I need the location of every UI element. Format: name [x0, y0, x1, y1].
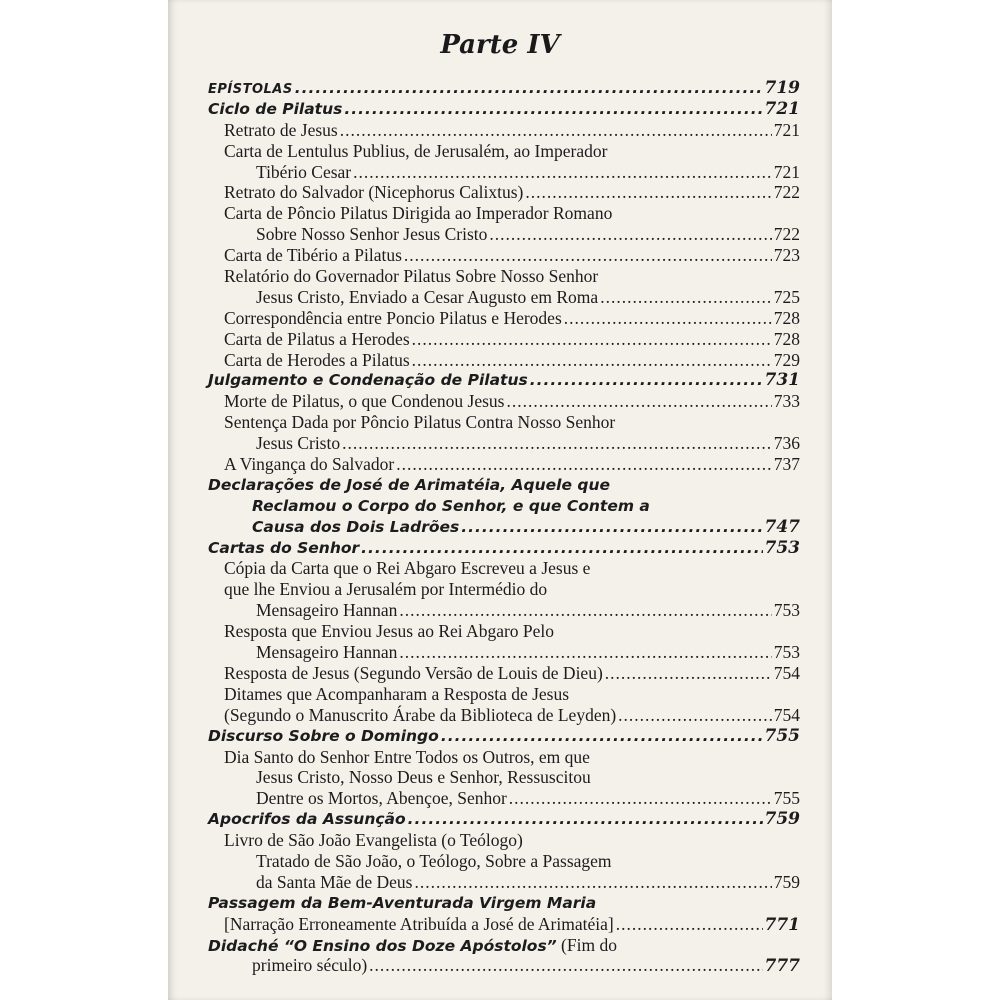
toc-entry-text: da Santa Mãe de Deus: [256, 871, 413, 892]
toc-entry-text: Resposta que Enviou Jesus ao Rei Abgaro Pelo: [224, 621, 555, 642]
toc-section-continuation: [208, 496, 800, 517]
toc-page-number: 753: [773, 642, 800, 663]
toc-entry-text: Jesus Cristo, Enviado a Cesar Augusto em Roma: [256, 286, 599, 307]
toc-section-apocrifos: [208, 809, 800, 830]
toc-entry-text: Tratado de São João, o Teólogo, Sobre a Passagem: [256, 850, 612, 871]
toc-section-julgamento: [208, 370, 800, 391]
toc-page-number: 755: [764, 725, 800, 746]
toc-section-didache: [208, 935, 800, 956]
toc-page-number: 729: [773, 349, 800, 370]
toc-entry-text: Cartas do Senhor: [208, 538, 360, 557]
toc-page-number: 737: [773, 454, 800, 475]
toc-entry-text: EPÍSTOLAS: [208, 82, 293, 97]
toc-entry: [208, 308, 800, 329]
toc-entry: [208, 120, 800, 141]
toc-entry: [208, 663, 800, 684]
page-title: Parte IV: [440, 30, 560, 60]
toc-entry-text: primeiro século): [252, 955, 368, 976]
toc-entry: [208, 329, 800, 350]
toc-page-number: 722: [773, 182, 800, 203]
toc-entry: [208, 558, 800, 579]
toc-page-number: 721: [773, 119, 800, 140]
toc-page-number: 759: [773, 871, 800, 892]
toc-entry-continuation: [208, 224, 800, 245]
toc-section-ciclo-pilatus: [208, 99, 800, 120]
toc-page-number: 736: [773, 433, 800, 454]
toc-entry-text: Tibério Cesar: [256, 161, 352, 182]
toc-page-number: 728: [773, 307, 800, 328]
toc-entry-text: Didaché “O Ensino dos Doze Apóstolos”: [208, 936, 557, 955]
table-of-contents: [208, 78, 800, 976]
toc-page-number: 721: [764, 98, 800, 119]
toc-section-declaracoes: [208, 475, 800, 496]
toc-page-number: 753: [764, 537, 800, 558]
toc-entry: [208, 684, 800, 705]
toc-entry: [208, 266, 800, 287]
toc-section-continuation: [208, 517, 800, 538]
toc-entry-continuation: [208, 872, 800, 893]
toc-entry: [208, 747, 800, 768]
toc-entry-text: Carta de Pilatus a Herodes: [224, 328, 410, 349]
toc-page-number: 719: [764, 78, 800, 98]
toc-page-number: 728: [773, 328, 800, 349]
toc-entry-suffix: (Fim do: [556, 934, 617, 955]
toc-page-number: 731: [764, 370, 800, 391]
toc-section-cartas-senhor: [208, 538, 800, 559]
toc-section-epistolas: [208, 78, 800, 99]
toc-entry-continuation: [208, 579, 800, 600]
toc-entry-text: Carta de Herodes a Pilatus: [224, 349, 410, 370]
toc-entry: [208, 350, 800, 371]
toc-entry-text: Dentre os Mortos, Abençoe, Senhor: [256, 788, 507, 809]
toc-entry: [208, 203, 800, 224]
toc-entry-continuation: [208, 705, 800, 726]
toc-entry-text: Jesus Cristo, Nosso Deus e Senhor, Ressuscitou: [256, 767, 591, 788]
toc-entry: [208, 830, 800, 851]
toc-entry-text: Resposta de Jesus (Segundo Versão de Louis de Dieu): [224, 662, 603, 683]
toc-entry-text: Sentença Dada por Pôncio Pilatus Contra Nosso Senhor: [224, 412, 616, 433]
toc-entry-continuation: [208, 767, 800, 788]
toc-page-number: 747: [764, 516, 800, 537]
toc-page-number: 721: [773, 161, 800, 182]
toc-page-number: 722: [773, 224, 800, 245]
toc-page-number: 759: [764, 809, 800, 830]
toc-entry-continuation: [208, 914, 800, 935]
toc-entry-text: Morte de Pilatus, o que Condenou Jesus: [224, 391, 505, 412]
toc-entry-text: Causa dos Dois Ladrões: [252, 517, 460, 536]
toc-entry-text: [Narração Erroneamente Atribuída a José de Arimatéia]: [224, 913, 614, 934]
book-page: [168, 0, 832, 1000]
toc-entry-continuation: [208, 287, 800, 308]
toc-page-number: 771: [764, 914, 800, 935]
toc-section-continuation: [208, 955, 800, 976]
toc-page-number: 733: [773, 391, 800, 412]
toc-page-number: 723: [773, 245, 800, 266]
toc-entry-text: que lhe Enviou a Jerusalém por Intermédio do: [224, 579, 548, 600]
toc-entry-text: Dia Santo do Senhor Entre Todos os Outros, em que: [224, 746, 590, 767]
toc-page-number: 777: [764, 956, 800, 977]
toc-entry-continuation: [208, 642, 800, 663]
toc-entry: [208, 621, 800, 642]
toc-entry-continuation: [208, 788, 800, 809]
toc-entry-text: Cópia da Carta que o Rei Abgaro Escreveu a Jesus e: [224, 558, 591, 579]
toc-page-number: 753: [773, 600, 800, 621]
toc-entry-text: Julgamento e Condenação de Pilatus: [208, 371, 528, 390]
toc-entry: [208, 412, 800, 433]
toc-entry-text: (Segundo o Manuscrito Árabe da Biblioteca de Leyden): [224, 704, 617, 725]
toc-entry-continuation: [208, 433, 800, 454]
toc-entry-text: Reclamou o Corpo do Senhor, e que Contem a: [252, 496, 650, 515]
toc-entry-text: Correspondência entre Poncio Pilatus e Herodes: [224, 307, 562, 328]
toc-entry: [208, 141, 800, 162]
toc-page-number: 755: [773, 788, 800, 809]
toc-entry-continuation: [208, 851, 800, 872]
toc-page-number: 725: [773, 286, 800, 307]
toc-section-discurso-domingo: [208, 726, 800, 747]
toc-entry-text: Passagem da Bem-Aventurada Virgem Maria: [208, 893, 597, 912]
toc-entry-text: Livro de São João Evangelista (o Teólogo): [224, 830, 523, 851]
toc-entry-text: A Vingança do Salvador: [224, 454, 395, 475]
toc-entry-text: Relatório do Governador Pilatus Sobre Nosso Senhor: [224, 266, 599, 287]
toc-entry-text: Discurso Sobre o Domingo: [208, 726, 439, 745]
toc-entry-continuation: [208, 162, 800, 183]
toc-entry-text: Sobre Nosso Senhor Jesus Cristo: [256, 224, 488, 245]
toc-entry-text: Carta de Pôncio Pilatus Dirigida ao Imperador Romano: [224, 203, 613, 224]
toc-entry-text: Retrato de Jesus: [224, 119, 338, 140]
toc-entry-text: Apocrifos da Assunção: [208, 810, 406, 829]
toc-entry-text: Ditames que Acompanharam a Resposta de Jesus: [224, 683, 570, 704]
toc-entry-text: Mensageiro Hannan: [256, 642, 398, 663]
toc-entry-text: Jesus Cristo: [256, 433, 341, 454]
toc-entry-text: Retrato do Salvador (Nicephorus Calixtus): [224, 182, 524, 203]
toc-entry-text: Carta de Tibério a Pilatus: [224, 245, 402, 266]
toc-page-number: 754: [773, 662, 800, 683]
toc-entry-text: Mensageiro Hannan: [256, 600, 398, 621]
toc-entry: [208, 391, 800, 412]
toc-entry: [208, 454, 800, 475]
toc-entry-text: Carta de Lentulus Publius, de Jerusalém, ao Imperador: [224, 140, 608, 161]
toc-section-passagem: [208, 893, 800, 914]
toc-entry: [208, 182, 800, 203]
toc-entry-text: Ciclo de Pilatus: [208, 99, 343, 118]
toc-entry: [208, 245, 800, 266]
toc-entry-text: Declarações de José de Arimatéia, Aquele que: [208, 475, 611, 494]
toc-page-number: 754: [773, 704, 800, 725]
toc-entry-continuation: [208, 600, 800, 621]
